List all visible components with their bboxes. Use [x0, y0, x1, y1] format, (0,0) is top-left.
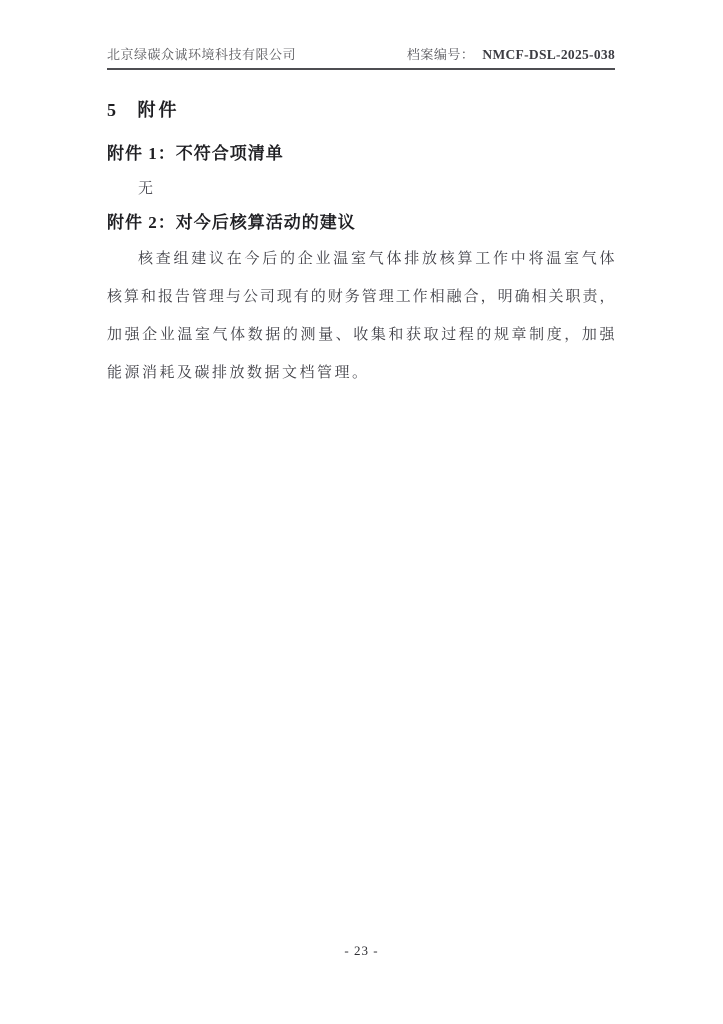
attachment2-paragraph — [107, 240, 615, 392]
chapter-number: 5 — [107, 100, 116, 120]
paragraph-line: 能源消耗及碳排放数据文档管理。 — [107, 365, 370, 381]
archive-number-label: 档案编号： — [406, 47, 475, 62]
page-footer — [0, 942, 723, 960]
page-header — [107, 44, 615, 70]
attachment2-heading: 附件 2：对今后核算活动的建议 — [107, 213, 356, 232]
paragraph-line: 核算和报告管理与公司现有的财务管理工作相融合，明确相关职责， — [107, 289, 615, 305]
chapter-heading — [107, 98, 180, 122]
header-archive-group — [407, 44, 615, 63]
archive-number-value: NMCF-DSL-2025-038 — [482, 47, 615, 62]
paragraph-line: 核查组建议在今后的企业温室气体排放核算工作中将温室气体 — [138, 251, 615, 267]
attachment1-content: 无 — [138, 181, 154, 197]
header-company-name: 北京绿碳众诚环境科技有限公司 — [107, 47, 297, 62]
page-number: - 23 - — [344, 943, 379, 958]
chapter-title: 附件 — [137, 100, 180, 120]
paragraph-line: 加强企业温室气体数据的测量、收集和获取过程的规章制度，加强 — [107, 327, 615, 343]
attachment1-heading: 附件 1：不符合项清单 — [107, 144, 284, 163]
